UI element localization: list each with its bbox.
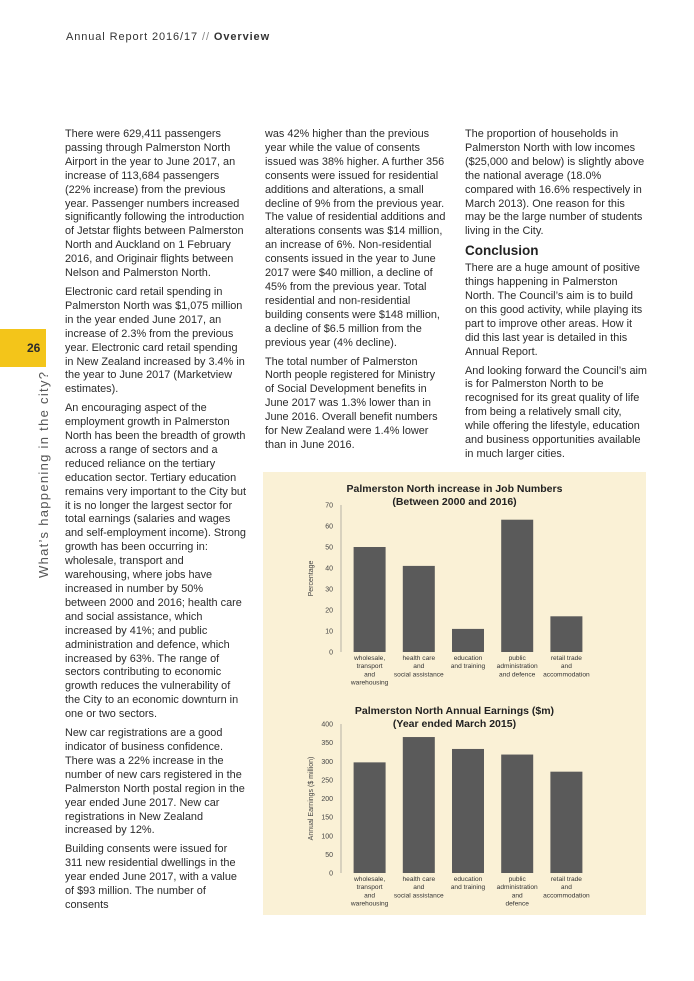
jobs-category-label: public administration and defence [496, 655, 538, 679]
jobs-y-tick-label: 60 [325, 523, 333, 531]
page-number: 26 [27, 341, 41, 355]
jobs-bar [550, 616, 582, 652]
earnings-category-label: public administration and defence [496, 876, 538, 908]
earnings-bar [501, 755, 533, 873]
chart1-title-line1: Palmerston North increase in Job Numbers [346, 483, 563, 495]
earnings-bar [452, 749, 484, 873]
chart1-title-line2: (Between 2000 and 2016) [392, 496, 517, 508]
earnings-y-tick-label: 400 [321, 721, 333, 729]
jobs-growth-chart [263, 472, 646, 702]
paragraph-conclusion-2: And looking forward the Council’s aim is for Palmerston North to be recognised for its great quality of life from being a relatively small city, while offering the lifestyle, education and business opportunities available in much larger cities. [465, 364, 648, 460]
jobs-category-label: health care and social assistance [393, 655, 444, 679]
earnings-bar [550, 772, 582, 873]
paragraph-benefits: The total number of Palmerston North people registered for Ministry of Social Development benefits in June 2017 was 1.3% lower than in June 2016. Overall benefit numbers for New Zealand were 1.4% lower than in June 2016. [265, 355, 438, 451]
earnings-y-tick-label: 200 [321, 796, 333, 803]
report-title: Annual Report 2016/17 [66, 31, 199, 43]
paragraph-low-incomes: The proportion of households in Palmerston North with low incomes ($25,000 and below) is slightly above the national average (18.0% compared with 16.6% respectively in March 2013). One reason for this may be the large number of students living in the City. [465, 128, 645, 238]
page-header [66, 31, 270, 43]
jobs-y-tick-label: 70 [325, 502, 333, 510]
earnings-y-axis-label: Annual Earnings ($ million) [308, 756, 315, 841]
header-separator: // [202, 31, 210, 43]
jobs-category-label: retail trade and accommodation [543, 655, 590, 679]
jobs-bar [452, 629, 484, 652]
paragraph-employment: An encouraging aspect of the employment growth in Palmerston North has been the breadth of growth across a range of sectors and a reduced reliance on the tertiary education sector. Tertiary education remains very important to the City but it is no longer the largest sector for total earnings (salaries and wages and self-employment income). Strong growth has been occurring in: wholesale, transport and warehousing, where jobs have increased in number by 50% between 2000 and 2016; health care and social assistance, which increased by 41%; and public administration and defence, which increased by 63%. The range of sectors contributing to economic growth reduces the vulnerability of the City to an economic downturn in one or two sectors. [65, 402, 246, 721]
paragraph-consents-continued: was 42% higher than the previous year while the value of consents issued was 38% higher. A further 356 consents were issued for residential additions and alterations, a small decline of 9% from the previous year. The value of residential additions and alterations consents was $14 million, an increase of 6%. Non-residential consents issued in the year to June 2017 were $40 million, a decline of 45% from the previous year. Total residential and non-residential building consents were $148 million, a decline of $6.5 million from the previous year (4% decline). [265, 128, 446, 349]
annual-earnings-chart [263, 712, 646, 915]
jobs-y-tick-label: 0 [329, 649, 333, 657]
jobs-bar [501, 520, 533, 652]
paragraph-car-registrations: New car registrations are a good indicator of business confidence. There was a 22% increase in the number of new cars registered in the Palmerston North postal region in the year ended June 2017. New car registrations in New Zealand increased by 12%. [65, 727, 245, 837]
jobs-y-axis-label: Percentage [308, 560, 315, 597]
charts-panel [263, 472, 646, 915]
chart2-title-line1: Palmerston North Annual Earnings ($m) [354, 705, 555, 717]
earnings-category-label: wholesale, transport and warehousing [350, 876, 389, 908]
earnings-y-tick-label: 50 [325, 851, 333, 859]
jobs-category-label: education and training [450, 655, 486, 671]
earnings-category-label: health care and social assistance [393, 876, 444, 900]
paragraph-building-consents: Building consents were issued for 311 new residential dwellings in the year ended June 2017, with a value of $93 million. The number of consents [65, 843, 237, 911]
side-section-title: What’s happening in the city? [36, 370, 51, 578]
jobs-y-tick-label: 10 [325, 628, 333, 636]
earnings-y-tick-label: 350 [321, 740, 333, 748]
jobs-y-tick-label: 20 [325, 607, 333, 615]
jobs-category-label: wholesale, transport and warehousing [350, 655, 389, 687]
jobs-y-tick-label: 30 [325, 586, 333, 594]
text-column-2 [265, 128, 447, 458]
earnings-y-tick-label: 100 [321, 833, 333, 841]
earnings-y-tick-label: 300 [321, 758, 333, 766]
section-title: Overview [213, 31, 271, 43]
paragraph-retail-spending: Electronic card retail spending in Palmerston North was $1,075 million in the year ended June 2017, an increase of 2.3% from the previous year. Electronic card retail spending in New Zealand increased by 3.4% in the year to June 2017 (Marketview estimates). [65, 285, 245, 396]
text-column-3 [465, 128, 647, 467]
jobs-y-tick-label: 40 [325, 565, 333, 573]
paragraph-airport: There were 629,411 passengers passing through Palmerston North Airport in the year to June 2017, an increase of 113,684 passengers (22% increase) from the previous year. Passenger numbers increased significantly following the introduction of Jetstar flights between Palmerston North and Auckland on 1 February 2016, and Originair flights between Nelson and Palmerston North. [65, 128, 245, 280]
chart2-title-line2: (Year ended March 2015) [392, 718, 517, 730]
earnings-y-tick-label: 250 [321, 777, 333, 785]
conclusion-heading: Conclusion [465, 243, 539, 259]
text-column-1 [65, 128, 247, 918]
earnings-category-label: education and training [450, 876, 486, 892]
jobs-y-tick-label: 50 [325, 544, 333, 552]
paragraph-conclusion-1: There are a huge amount of positive things happening in Palmerston North. The Council’s aim is to build on this good activity, while playing its part to improve other areas. How it did this last year is detailed in this Annual Report. [465, 262, 643, 358]
earnings-bar [354, 762, 386, 873]
jobs-bar [354, 547, 386, 652]
earnings-y-tick-label: 150 [321, 814, 333, 822]
earnings-category-label: retail trade and accommodation [543, 876, 590, 900]
earnings-y-tick-label: 0 [329, 870, 333, 878]
jobs-bar [403, 566, 435, 652]
earnings-bar [403, 737, 435, 873]
